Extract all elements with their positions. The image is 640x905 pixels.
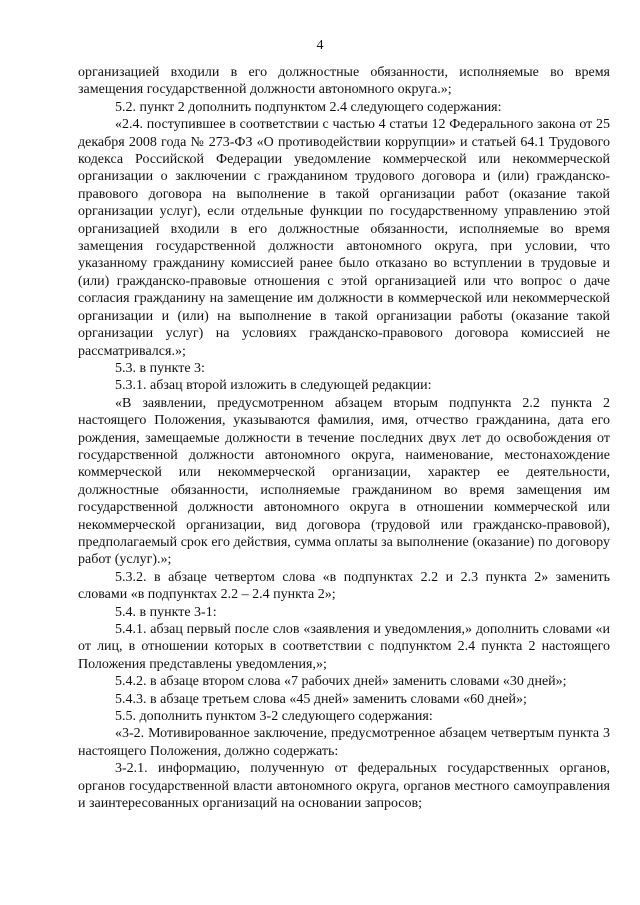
paragraph: 5.4.2. в абзаце втором слова «7 рабочих дней» заменить словами «30 дней»; xyxy=(115,674,567,690)
paragraph: 5.4.3. в абзаце третьем слова «45 дней» заменить словами «60 дней»; xyxy=(115,691,527,707)
paragraph: 5.4. в пункте 3-1: xyxy=(115,604,217,620)
paragraph: «2.4. поступившее в соответствии с частью 4 статьи 12 Федерального закона от 25 декабря 2008 года № 273-ФЗ «О противодействии коррупции» и статьей 64.1 Трудового кодекса Российской Федерации уведомление коммерческой или некоммерческой организации о заключении с гражданином трудового договора и (или) гражданско-правового договора на выполнение в такой организации работ (оказание такой организации услуг), если отдельные функции по государственному управлению этой организацией входили в его должностные обязанности, исполняемые во время замещения государственной должности автономного округа, при условии, что указанному гражданину комиссией ранее было отказано во вступлении в трудовые и (или) гражданско-правовые отношения с этой организацией или что вопрос о даче согласия гражданину на замещение им должности в коммерческой или некоммерческой организации и (или) на выполнение в такой организации работы (оказание такой организации услуг) на условиях гражданско-правового договора комиссией не рассматривался.»; xyxy=(78,117,610,359)
paragraph: 5.3.2. в абзаце четвертом слова «в подпунктах 2.2 и 2.3 пункта 2» заменить словами «в подпунктах 2.2 – 2.4 пункта 2»; xyxy=(78,569,610,603)
paragraph: 3-2.1. информацию, полученную от федеральных государственных органов, органов государственной власти автономного округа, органов местного самоуправления и заинтересованных организаций на основании запросов; xyxy=(78,761,610,812)
paragraph: 5.4.1. абзац первый после слов «заявления и уведомления,» дополнить словами «и от лиц, в отношении которых в соответствии с подпунктом 2.4 пункта 2 настоящего Положения представлены уведомления,»; xyxy=(78,622,610,672)
paragraph: организацией входили в его должностные обязанности, исполняемые во время замещения государственной должности автономного округа.»; xyxy=(78,65,610,98)
page-number: 4 xyxy=(316,38,324,53)
paragraph: 5.2. пункт 2 дополнить подпунктом 2.4 следующего содержания: xyxy=(115,99,502,115)
paragraph: «3-2. Мотивированное заключение, предусмотренное абзацем четвертым пункта 3 настоящего Положения, должно содержать: xyxy=(78,726,610,759)
paragraph: 5.3. в пункте 3: xyxy=(115,360,205,376)
paragraph: 5.3.1. абзац второй изложить в следующей редакции: xyxy=(115,378,432,394)
paragraph: 5.5. дополнить пунктом 3-2 следующего содержания: xyxy=(115,709,433,725)
paragraph: «В заявлении, предусмотренном абзацем вторым подпункта 2.2 пункта 2 настоящего Положения, указываются фамилия, имя, отчество гражданина, дата его рождения, замещаемые должности в течение последних двух лет до освобождения от государственной должности автономного округа, наименование, местонахождение коммерческой или некоммерческой организации, характер ее деятельности, должностные обязанности, исполняемые гражданином во время замещения им государственной должности автономного округа в отношении коммерческой или некоммерческой организации, вид договора (трудовой или гражданско-правовой), предполагаемый срок его действия, сумма оплаты за выполнение (оказание) по договору работ (услуг).»; xyxy=(78,395,610,568)
document-body xyxy=(78,64,610,812)
